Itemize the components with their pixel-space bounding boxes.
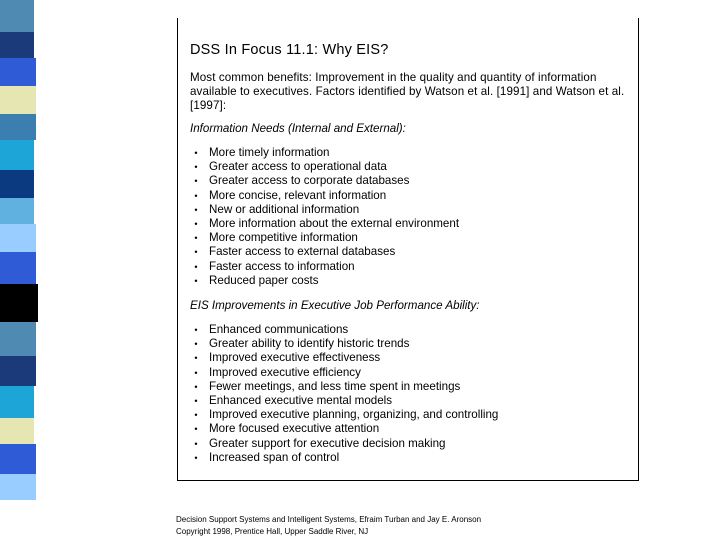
list-item <box>190 146 638 160</box>
intro-text: Most common benefits: Improvement in the quality and quantity of information available to executives. Factors identified by Watson et al. [1991] and Watson et al. [1997]: <box>190 71 625 112</box>
stripe-block <box>0 198 34 224</box>
bullet-icon: • <box>194 353 198 364</box>
list-item-text: Faster access to external databases <box>209 245 396 259</box>
list-item <box>190 274 638 288</box>
list-item-text: More concise, relevant information <box>209 188 387 202</box>
list-item <box>190 366 638 380</box>
list-item-text: Greater ability to identify historic trends <box>209 337 410 351</box>
list-item-text: Increased span of control <box>209 450 340 464</box>
bullet-icon: • <box>194 438 198 449</box>
stripe-block <box>0 224 36 252</box>
list-item <box>190 380 638 394</box>
list-item-text: Faster access to information <box>209 259 355 273</box>
list-item <box>190 323 638 337</box>
list-item-text: Improved executive efficiency <box>209 365 361 379</box>
stripe-block <box>0 0 34 32</box>
list-item <box>190 437 638 451</box>
bullet-icon: • <box>194 219 198 230</box>
list-item-text: Improved executive effectiveness <box>209 351 381 365</box>
improvements-list <box>190 323 638 465</box>
list-item <box>190 337 638 351</box>
stripe-block <box>0 474 36 500</box>
bullet-icon: • <box>194 396 198 407</box>
box-title: DSS In Focus 11.1: Why EIS? <box>190 42 389 58</box>
stripe-block <box>0 170 34 198</box>
bullet-icon: • <box>194 381 198 392</box>
stripe-block <box>0 284 38 322</box>
bullet-icon: • <box>194 176 198 187</box>
bullet-icon: • <box>194 367 198 378</box>
list-item-text: Greater access to corporate databases <box>209 174 410 188</box>
list-item <box>190 422 638 436</box>
focus-box <box>177 18 639 481</box>
list-item-text: Reduced paper costs <box>209 273 319 287</box>
list-item <box>190 174 638 188</box>
footer-line-1: Decision Support Systems and Intelligent Systems, Efraim Turban and Jay E. Aronson <box>176 515 482 524</box>
list-item-text: Improved executive planning, organizing, and controlling <box>209 408 499 422</box>
list-item-text: Greater support for executive decision making <box>209 436 446 450</box>
stripe-block <box>0 86 36 114</box>
stripe-block <box>0 418 34 444</box>
stripe-block <box>0 140 34 170</box>
bullet-icon: • <box>194 339 198 350</box>
list-item <box>190 189 638 203</box>
bullet-icon: • <box>194 204 198 215</box>
bullet-icon: • <box>194 325 198 336</box>
list-item-text: More information about the external environment <box>209 217 460 231</box>
decorative-stripe <box>0 0 64 540</box>
improvements-heading: EIS Improvements in Executive Job Performance Ability: <box>190 299 480 313</box>
info-needs-list <box>190 146 638 288</box>
list-item <box>190 408 638 422</box>
list-item-text: More competitive information <box>209 231 358 245</box>
stripe-block <box>0 356 36 386</box>
stripe-block <box>0 252 36 284</box>
info-needs-heading: Information Needs (Internal and External): <box>190 122 406 135</box>
list-item <box>190 351 638 365</box>
list-item <box>190 217 638 231</box>
stripe-block <box>0 386 34 418</box>
stripe-block <box>0 58 36 86</box>
bullet-icon: • <box>194 233 198 244</box>
stripe-block <box>0 114 36 140</box>
bullet-icon: • <box>194 424 198 435</box>
bullet-icon: • <box>194 190 198 201</box>
bullet-icon: • <box>194 247 198 258</box>
list-item-text: Fewer meetings, and less time spent in meetings <box>209 379 461 393</box>
bullet-icon: • <box>194 148 198 158</box>
bullet-icon: • <box>194 275 198 286</box>
list-item-text: Greater access to operational data <box>209 160 387 174</box>
footer <box>176 514 481 538</box>
list-item-text: Enhanced communications <box>209 323 349 337</box>
bullet-icon: • <box>194 452 198 463</box>
footer-line-2: Copyright 1998, Prentice Hall, Upper Saddle River, NJ <box>176 527 369 536</box>
list-item <box>190 260 638 274</box>
stripe-block <box>0 322 36 356</box>
list-item-text: More timely information <box>209 146 330 159</box>
list-item-text: New or additional information <box>209 202 360 216</box>
bullet-icon: • <box>194 162 198 173</box>
list-item <box>190 394 638 408</box>
list-item <box>190 160 638 174</box>
list-item <box>190 451 638 465</box>
stripe-block <box>0 32 34 58</box>
list-item-text: Enhanced executive mental models <box>209 394 393 408</box>
list-item <box>190 203 638 217</box>
list-item <box>190 245 638 259</box>
stripe-block <box>0 444 36 474</box>
list-item-text: More focused executive attention <box>209 422 380 436</box>
bullet-icon: • <box>194 261 198 272</box>
list-item <box>190 231 638 245</box>
bullet-icon: • <box>194 410 198 421</box>
